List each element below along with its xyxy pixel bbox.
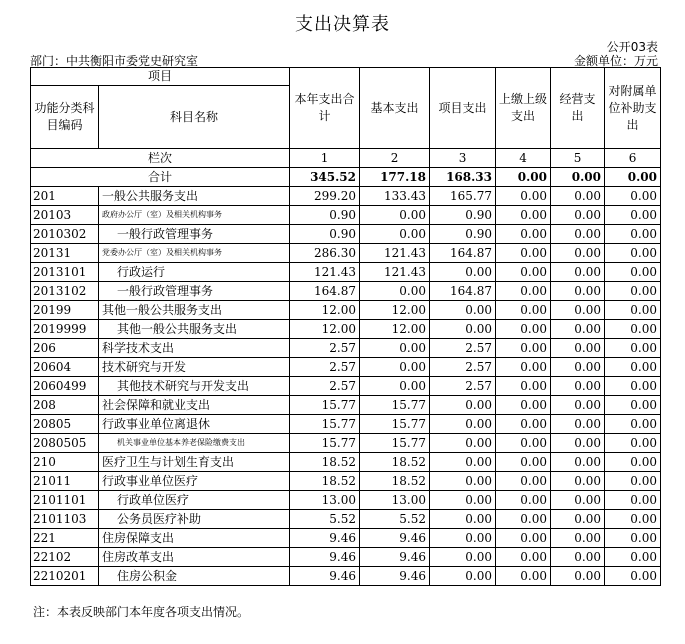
row-value: 0.00 — [605, 415, 661, 434]
table-row — [31, 187, 661, 206]
row-value: 0.00 — [430, 472, 496, 491]
row-value: 15.77 — [360, 415, 430, 434]
header-remit: 上缴上级支出 — [496, 68, 551, 149]
row-value: 0.00 — [496, 529, 551, 548]
row-code: 210 — [31, 453, 99, 472]
total-value: 177.18 — [360, 168, 430, 187]
row-value: 0.00 — [360, 358, 430, 377]
row-subject-name: 行政事业单位医疗 — [99, 472, 290, 491]
row-value: 15.77 — [290, 434, 360, 453]
table-row — [31, 358, 661, 377]
row-value: 121.43 — [360, 244, 430, 263]
row-value: 9.46 — [360, 567, 430, 586]
row-code: 2101101 — [31, 491, 99, 510]
row-value: 0.00 — [605, 282, 661, 301]
row-value: 164.87 — [430, 282, 496, 301]
table-row — [31, 206, 661, 225]
row-value: 18.52 — [360, 453, 430, 472]
row-value: 0.00 — [430, 567, 496, 586]
row-value: 0.00 — [605, 320, 661, 339]
row-value: 18.52 — [360, 472, 430, 491]
row-subject-name: 行政运行 — [99, 263, 290, 282]
row-code: 20805 — [31, 415, 99, 434]
row-subject-name: 其他技术研究与开发支出 — [99, 377, 290, 396]
row-value: 9.46 — [290, 529, 360, 548]
row-code: 2013102 — [31, 282, 99, 301]
expenditure-table — [30, 67, 661, 586]
row-code: 2010302 — [31, 225, 99, 244]
table-row — [31, 320, 661, 339]
row-value: 0.00 — [551, 301, 605, 320]
row-code: 20199 — [31, 301, 99, 320]
row-value: 0.00 — [605, 263, 661, 282]
row-value: 9.46 — [360, 529, 430, 548]
row-subject-name: 科学技术支出 — [99, 339, 290, 358]
row-value: 2.57 — [430, 377, 496, 396]
row-value: 286.30 — [290, 244, 360, 263]
row-value: 0.00 — [430, 510, 496, 529]
row-value: 0.00 — [605, 301, 661, 320]
header-func-code: 功能分类科目编码 — [31, 86, 99, 149]
table-row — [31, 396, 661, 415]
row-subject-name: 公务员医疗补助 — [99, 510, 290, 529]
row-value: 164.87 — [430, 244, 496, 263]
column-index-label: 栏次 — [31, 149, 290, 168]
row-value: 0.00 — [430, 529, 496, 548]
table-row — [31, 339, 661, 358]
total-row — [31, 168, 661, 187]
row-value: 0.00 — [496, 187, 551, 206]
row-value: 0.00 — [496, 263, 551, 282]
table-row — [31, 282, 661, 301]
unit-label: 金额单位：万元 — [573, 54, 658, 68]
row-value: 0.00 — [496, 320, 551, 339]
row-value: 0.00 — [496, 453, 551, 472]
row-value: 0.00 — [605, 396, 661, 415]
column-index-4: 4 — [496, 149, 551, 168]
row-value: 133.43 — [360, 187, 430, 206]
row-value: 0.00 — [430, 301, 496, 320]
column-index-3: 3 — [430, 149, 496, 168]
table-row — [31, 225, 661, 244]
row-value: 0.00 — [496, 567, 551, 586]
row-code: 208 — [31, 396, 99, 415]
row-value: 0.00 — [551, 548, 605, 567]
row-value: 299.20 — [290, 187, 360, 206]
row-value: 0.00 — [496, 510, 551, 529]
row-value: 13.00 — [360, 491, 430, 510]
row-subject-name: 党委办公厅（室）及相关机构事务 — [99, 244, 290, 263]
row-value: 0.00 — [496, 415, 551, 434]
row-value: 0.00 — [551, 510, 605, 529]
row-code: 2060499 — [31, 377, 99, 396]
row-value: 0.90 — [290, 225, 360, 244]
row-value: 0.00 — [605, 244, 661, 263]
row-code: 2013101 — [31, 263, 99, 282]
row-value: 18.52 — [290, 453, 360, 472]
row-value: 0.00 — [551, 263, 605, 282]
row-value: 2.57 — [430, 339, 496, 358]
row-value: 2.57 — [290, 358, 360, 377]
row-value: 121.43 — [290, 263, 360, 282]
row-subject-name: 一般行政管理事务 — [99, 282, 290, 301]
row-value: 0.00 — [551, 529, 605, 548]
column-index-5: 5 — [551, 149, 605, 168]
header-subject-name: 科目名称 — [99, 86, 290, 149]
row-value: 0.00 — [551, 491, 605, 510]
row-value: 0.00 — [496, 206, 551, 225]
row-value: 9.46 — [290, 548, 360, 567]
row-value: 0.00 — [360, 377, 430, 396]
row-value: 0.00 — [551, 415, 605, 434]
row-value: 15.77 — [290, 396, 360, 415]
row-subject-name: 机关事业单位基本养老保险缴费支出 — [99, 434, 290, 453]
row-value: 0.00 — [360, 339, 430, 358]
row-value: 0.00 — [360, 206, 430, 225]
row-value: 0.00 — [605, 358, 661, 377]
table-row — [31, 301, 661, 320]
row-value: 0.00 — [551, 282, 605, 301]
row-value: 0.00 — [551, 453, 605, 472]
row-value: 15.77 — [360, 434, 430, 453]
row-value: 9.46 — [360, 548, 430, 567]
row-code: 2019999 — [31, 320, 99, 339]
row-value: 0.00 — [551, 320, 605, 339]
header-subsidy: 对附属单位补助支出 — [605, 68, 661, 149]
table-row — [31, 529, 661, 548]
row-value: 0.00 — [551, 434, 605, 453]
row-value: 9.46 — [290, 567, 360, 586]
table-row — [31, 377, 661, 396]
row-value: 0.00 — [496, 434, 551, 453]
row-value: 0.00 — [430, 548, 496, 567]
row-value: 0.00 — [496, 244, 551, 263]
form-code: 公开03表 — [606, 40, 658, 54]
row-code: 20103 — [31, 206, 99, 225]
row-value: 0.00 — [551, 396, 605, 415]
column-index-6: 6 — [605, 149, 661, 168]
row-value: 0.00 — [605, 187, 661, 206]
row-value: 0.00 — [605, 339, 661, 358]
row-value: 0.00 — [551, 339, 605, 358]
footnote: 注：本表反映部门本年度各项支出情况。 — [33, 605, 250, 619]
table-row — [31, 453, 661, 472]
row-value: 0.00 — [430, 434, 496, 453]
row-value: 0.00 — [551, 567, 605, 586]
row-value: 0.00 — [551, 244, 605, 263]
table-row — [31, 434, 661, 453]
row-value: 0.00 — [430, 491, 496, 510]
row-value: 0.00 — [496, 491, 551, 510]
row-value: 0.00 — [496, 301, 551, 320]
row-value: 0.00 — [360, 225, 430, 244]
row-subject-name: 政府办公厅（室）及相关机构事务 — [99, 206, 290, 225]
row-value: 0.90 — [430, 225, 496, 244]
header-row-1 — [31, 68, 661, 86]
total-value: 0.00 — [605, 168, 661, 187]
row-code: 22102 — [31, 548, 99, 567]
row-subject-name: 社会保障和就业支出 — [99, 396, 290, 415]
row-value: 0.00 — [551, 358, 605, 377]
row-code: 21011 — [31, 472, 99, 491]
total-value: 0.00 — [551, 168, 605, 187]
header-item: 项目 — [31, 68, 290, 86]
row-value: 0.00 — [605, 567, 661, 586]
row-value: 0.00 — [605, 206, 661, 225]
row-value: 164.87 — [290, 282, 360, 301]
row-value: 12.00 — [290, 301, 360, 320]
row-subject-name: 医疗卫生与计划生育支出 — [99, 453, 290, 472]
column-index-1: 1 — [290, 149, 360, 168]
row-value: 12.00 — [360, 320, 430, 339]
header-business: 经营支出 — [551, 68, 605, 149]
row-code: 201 — [31, 187, 99, 206]
row-value: 0.00 — [605, 510, 661, 529]
table-row — [31, 510, 661, 529]
row-value: 0.90 — [290, 206, 360, 225]
header-basic: 基本支出 — [360, 68, 430, 149]
row-value: 0.00 — [496, 339, 551, 358]
row-value: 5.52 — [360, 510, 430, 529]
row-value: 12.00 — [290, 320, 360, 339]
row-subject-name: 其他一般公共服务支出 — [99, 320, 290, 339]
total-label: 合计 — [31, 168, 290, 187]
table-row — [31, 263, 661, 282]
row-value: 0.00 — [605, 491, 661, 510]
row-value: 0.00 — [496, 472, 551, 491]
row-subject-name: 行政事业单位离退休 — [99, 415, 290, 434]
row-code: 2101103 — [31, 510, 99, 529]
row-value: 2.57 — [290, 377, 360, 396]
total-value: 0.00 — [496, 168, 551, 187]
row-value: 121.43 — [360, 263, 430, 282]
row-value: 0.00 — [496, 548, 551, 567]
row-value: 0.00 — [430, 320, 496, 339]
row-value: 2.57 — [430, 358, 496, 377]
row-value: 15.77 — [360, 396, 430, 415]
row-value: 0.00 — [360, 282, 430, 301]
row-value: 0.00 — [496, 396, 551, 415]
row-subject-name: 住房改革支出 — [99, 548, 290, 567]
row-value: 0.00 — [605, 472, 661, 491]
row-code: 2080505 — [31, 434, 99, 453]
table-row — [31, 567, 661, 586]
row-value: 0.00 — [551, 225, 605, 244]
row-value: 0.00 — [605, 453, 661, 472]
row-value: 0.00 — [496, 282, 551, 301]
row-value: 0.00 — [551, 187, 605, 206]
page-title: 支出决算表 — [295, 14, 390, 35]
column-index-2: 2 — [360, 149, 430, 168]
row-subject-name: 住房公积金 — [99, 567, 290, 586]
row-value: 15.77 — [290, 415, 360, 434]
row-value: 0.00 — [605, 225, 661, 244]
row-value: 0.00 — [430, 263, 496, 282]
row-code: 221 — [31, 529, 99, 548]
row-value: 0.00 — [551, 472, 605, 491]
total-value: 168.33 — [430, 168, 496, 187]
row-subject-name: 行政单位医疗 — [99, 491, 290, 510]
row-value: 2.57 — [290, 339, 360, 358]
row-subject-name: 一般公共服务支出 — [99, 187, 290, 206]
row-value: 12.00 — [360, 301, 430, 320]
row-value: 0.00 — [605, 529, 661, 548]
row-value: 0.00 — [551, 377, 605, 396]
row-value: 0.00 — [551, 206, 605, 225]
row-value: 165.77 — [430, 187, 496, 206]
row-value: 0.00 — [496, 358, 551, 377]
header-project: 项目支出 — [430, 68, 496, 149]
table-row — [31, 244, 661, 263]
row-value: 0.00 — [430, 415, 496, 434]
row-value: 0.90 — [430, 206, 496, 225]
table-row — [31, 472, 661, 491]
row-value: 0.00 — [496, 225, 551, 244]
row-subject-name: 住房保障支出 — [99, 529, 290, 548]
row-code: 2210201 — [31, 567, 99, 586]
row-value: 5.52 — [290, 510, 360, 529]
row-value: 0.00 — [605, 434, 661, 453]
row-subject-name: 一般行政管理事务 — [99, 225, 290, 244]
column-index-row — [31, 149, 661, 168]
row-code: 20131 — [31, 244, 99, 263]
row-value: 0.00 — [605, 548, 661, 567]
total-value: 345.52 — [290, 168, 360, 187]
row-value: 18.52 — [290, 472, 360, 491]
header-total: 本年支出合计 — [290, 68, 360, 149]
row-value: 0.00 — [430, 453, 496, 472]
row-value: 0.00 — [496, 377, 551, 396]
row-code: 20604 — [31, 358, 99, 377]
row-subject-name: 技术研究与开发 — [99, 358, 290, 377]
table-row — [31, 415, 661, 434]
row-code: 206 — [31, 339, 99, 358]
row-value: 0.00 — [605, 377, 661, 396]
row-value: 0.00 — [430, 396, 496, 415]
table-row — [31, 548, 661, 567]
row-subject-name: 其他一般公共服务支出 — [99, 301, 290, 320]
table-row — [31, 491, 661, 510]
department-label: 部门：中共衡阳市委党史研究室 — [30, 54, 199, 68]
row-value: 13.00 — [290, 491, 360, 510]
